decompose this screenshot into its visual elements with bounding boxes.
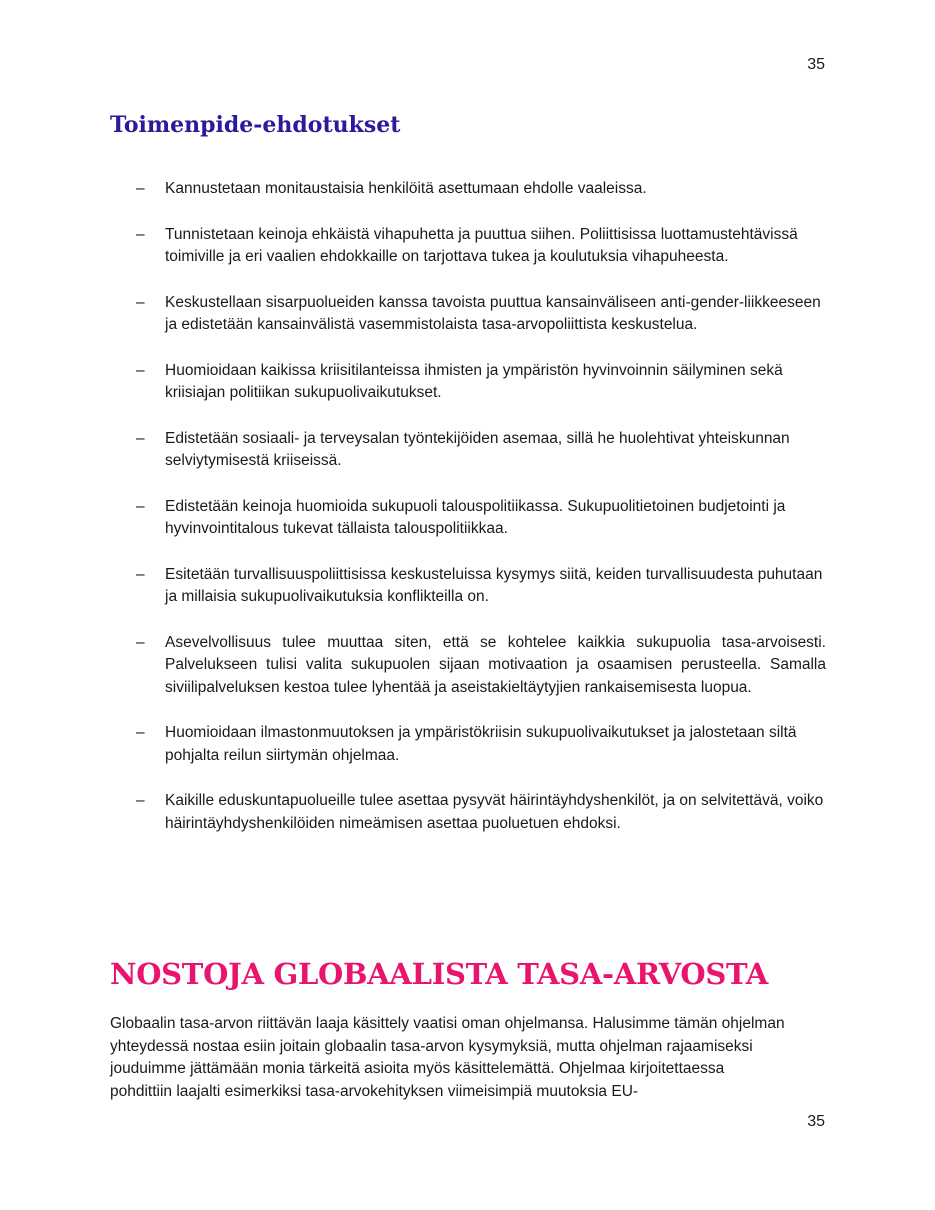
list-item bbox=[136, 224, 826, 269]
list-item-text: Asevelvollisuus tulee muuttaa siten, että se kohtelee kaikkia sukupuolia tasa-arvoisesti. Palvelukseen tulisi valita sukupuolen sijaan motivaation ja osaamisen perusteella. Samalla siviilipalveluksen kestoa tulee lyhentää ja aseistakieltäytyjien rankaisemisesta luopua. bbox=[165, 633, 826, 696]
dash-marker: – bbox=[136, 293, 145, 311]
list-item-text: Tunnistetaan keinoja ehkäistä vihapuhetta ja puuttua siihen. Poliittisissa luottamustehtävissä toimiville ja eri vaalien ehdokkaille on tarjottava tukea ja koulutuksia vihapuheesta. bbox=[165, 225, 798, 265]
list-item-text: Esitetään turvallisuuspoliittisissa keskusteluissa kysymys siitä, keiden turvallisuudesta puhutaan ja millaisia sukupuolivaikutuksia konflikteilla on. bbox=[165, 565, 823, 605]
list-item bbox=[136, 722, 826, 767]
dash-marker: – bbox=[136, 792, 145, 809]
list-item-text: Keskustellaan sisarpuolueiden kanssa tavoista puuttua kansainväliseen anti-gender-liikkeeseen ja edistetään kansainvälistä vasemmistolaista tasa-arvopoliittista keskustelua. bbox=[165, 293, 821, 333]
dash-marker: – bbox=[136, 180, 145, 197]
dash-marker: – bbox=[136, 633, 145, 651]
dash-marker: – bbox=[136, 724, 145, 741]
body-paragraph: Globaalin tasa-arvon riittävän laaja käsittely vaatisi oman ohjelmansa. Halusimme tämän ohjelman yhteydessä nostaa esiin joitain globaalin tasa-arvon kysymyksiä, mutta ohjelman rajaamiseksi jouduimme jättämään monia tärkeitä asioita myös käsittelemättä. Ohjelmaa kirjoitettaessa pohdittiin laajalti esimerkiksi tasa-arvokehityksen viimeisimpiä muutoksia EU- bbox=[110, 1015, 785, 1100]
list-item bbox=[136, 178, 826, 201]
bullet-list bbox=[136, 178, 826, 858]
dash-marker: – bbox=[136, 565, 145, 583]
list-item-text: Huomioidaan kaikissa kriisitilanteissa ihmisten ja ympäristön hyvinvoinnin säilyminen sekä kriisiajan politiikan sukupuolivaikutukset. bbox=[165, 361, 783, 401]
dash-marker: – bbox=[136, 361, 145, 379]
list-item bbox=[136, 428, 826, 473]
page-number-top: 35 bbox=[807, 56, 825, 73]
list-item-text: Edistetään keinoja huomioida sukupuoli talouspolitiikassa. Sukupuolitietoinen budjetointi ja hyvinvointitalous tukevat tällaista talouspolitiikkaa. bbox=[165, 497, 786, 537]
section-heading: NOSTOJA GLOBAALISTA TASA-ARVOSTA bbox=[110, 957, 768, 991]
list-item-text: Kaikille eduskuntapuolueille tulee asettaa pysyvät häirintäyhdyshenkilöt, ja on selvitettävä, voiko häirintäyhdyshenkilöiden nimeämisen asettaa puoluetuen ehdoksi. bbox=[165, 792, 824, 832]
list-item bbox=[136, 292, 826, 337]
list-item bbox=[136, 360, 826, 405]
subheading: Toimenpide-ehdotukset bbox=[110, 112, 401, 138]
list-item bbox=[136, 496, 826, 541]
dash-marker: – bbox=[136, 225, 145, 243]
list-item bbox=[136, 564, 826, 609]
dash-marker: – bbox=[136, 497, 145, 515]
list-item bbox=[136, 790, 826, 835]
list-item-text: Kannustetaan monitaustaisia henkilöitä asettumaan ehdolle vaaleissa. bbox=[165, 180, 647, 197]
list-item bbox=[136, 632, 826, 700]
list-item-text: Huomioidaan ilmastonmuutoksen ja ympäristökriisin sukupuolivaikutukset ja jalostetaan siltä pohjalta reilun siirtymän ohjelmaa. bbox=[165, 724, 797, 764]
list-item-text: Edistetään sosiaali- ja terveysalan työntekijöiden asemaa, sillä he huolehtivat yhteiskunnan selviytymisestä kriiseissä. bbox=[165, 429, 790, 469]
dash-marker: – bbox=[136, 429, 145, 447]
page-number-bottom: 35 bbox=[807, 1113, 825, 1130]
